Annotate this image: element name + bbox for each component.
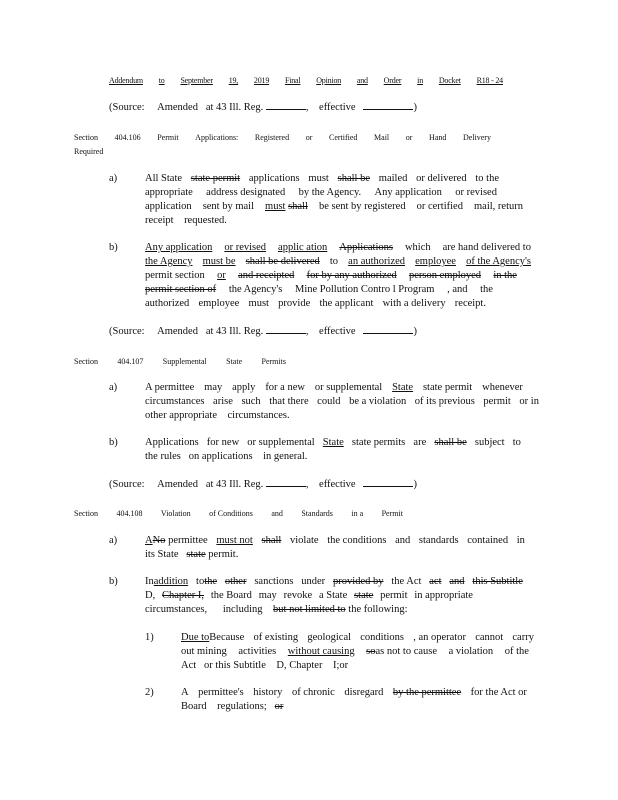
source-note: (Source: Amended at 43 Ill. Reg. , effective ) <box>109 102 417 113</box>
item-label: 1) <box>145 632 154 643</box>
para-line: receipt requested. <box>145 215 227 226</box>
para-label: a) <box>109 535 118 546</box>
section-heading-404-106-cont: Required <box>74 147 104 156</box>
item-line: Board regulations; or <box>181 701 284 712</box>
item-line: A permittee's history of chronic disregard by the permittee for the Act or <box>181 687 527 698</box>
para-label: b) <box>109 242 118 253</box>
para-line: application sent by mail must shall be sent by registered or certified mail, return <box>145 201 523 212</box>
header-and: and <box>356 76 368 85</box>
para-line: Any application or revised applic ation Applications which are hand delivered to <box>145 242 531 253</box>
para-line: A permittee may apply for a new or supplemental State state permit whenever <box>145 382 523 393</box>
header-month: September <box>180 76 213 85</box>
header-year: 2019 <box>253 76 270 85</box>
para-line: the Agency must be shall be delivered to an authorized employee of the Agency's <box>145 256 531 267</box>
effective-blank <box>363 477 413 487</box>
item-line: Act or this Subtitle D, Chapter I;or <box>181 660 349 671</box>
item-line: Due toBecause of existing geological conditions , an operator cannot carry <box>181 632 534 643</box>
section-heading-404-108: Section 404.108 Violation of Conditions and Standards in a Permit <box>74 509 403 518</box>
source-note: (Source: Amended at 43 Ill. Reg. , effective ) <box>109 326 417 337</box>
para-line: appropriate address designated by the Agency. Any application or revised <box>145 187 497 198</box>
para-line: D, Chapter I, the Board may revoke a State state permit in appropriate <box>145 590 473 601</box>
para-label: b) <box>109 576 118 587</box>
item-line: out mining activities without causing soas not to cause a violation of the <box>181 646 529 657</box>
source-note: (Source: Amended at 43 Ill. Reg. , effective ) <box>109 479 417 490</box>
header-docket: Docket <box>438 76 461 85</box>
header-to: to <box>158 76 165 85</box>
para-line: its State state permit. <box>145 549 239 560</box>
effective-blank <box>363 324 413 334</box>
header-order: Order <box>383 76 402 85</box>
header-docket-number: R18 - 24 <box>476 76 503 85</box>
para-label: a) <box>109 173 118 184</box>
reg-blank <box>266 324 306 334</box>
para-line: circumstances, including but not limited to the following: <box>145 604 408 615</box>
reg-blank <box>266 100 306 110</box>
para-line: circumstances arise such that there could be a violation of its previous permit or in <box>145 396 539 407</box>
reg-blank <box>266 477 306 487</box>
para-line: the rules on applications in general. <box>145 451 308 462</box>
section-heading-404-107: Section 404.107 Supplemental State Permits <box>74 357 286 366</box>
section-heading-404-106: Section 404.106 Permit Applications: Registered or Certified Mail or Hand Delivery <box>74 133 491 142</box>
header-opinion: Opinion <box>316 76 342 85</box>
para-label: a) <box>109 382 118 393</box>
para-line: Applications for new or supplemental State state permits are shall be subject to <box>145 437 521 448</box>
para-line: permit section of the Agency's Mine Pollution Contro l Program , and the <box>145 284 493 295</box>
effective-blank <box>363 100 413 110</box>
page-header <box>109 74 503 87</box>
para-line: Inaddition tothe other sanctions under provided by the Act act and this Subtitle <box>145 576 523 587</box>
para-line: All State state permit applications must shall be mailed or delivered to the <box>145 173 499 184</box>
para-line: ANo permittee must not shall violate the conditions and standards contained in <box>145 535 525 546</box>
header-addendum: Addendum <box>109 76 143 85</box>
para-line: authorized employee must provide the applicant with a delivery receipt. <box>145 298 486 309</box>
para-line: permit section or and receipted for by any authorized person employed in the <box>145 270 517 281</box>
header-final: Final <box>284 76 301 85</box>
header-in: in <box>417 76 423 85</box>
item-label: 2) <box>145 687 154 698</box>
header-day: 19, <box>228 76 239 85</box>
para-label: b) <box>109 437 118 448</box>
para-line: other appropriate circumstances. <box>145 410 290 421</box>
